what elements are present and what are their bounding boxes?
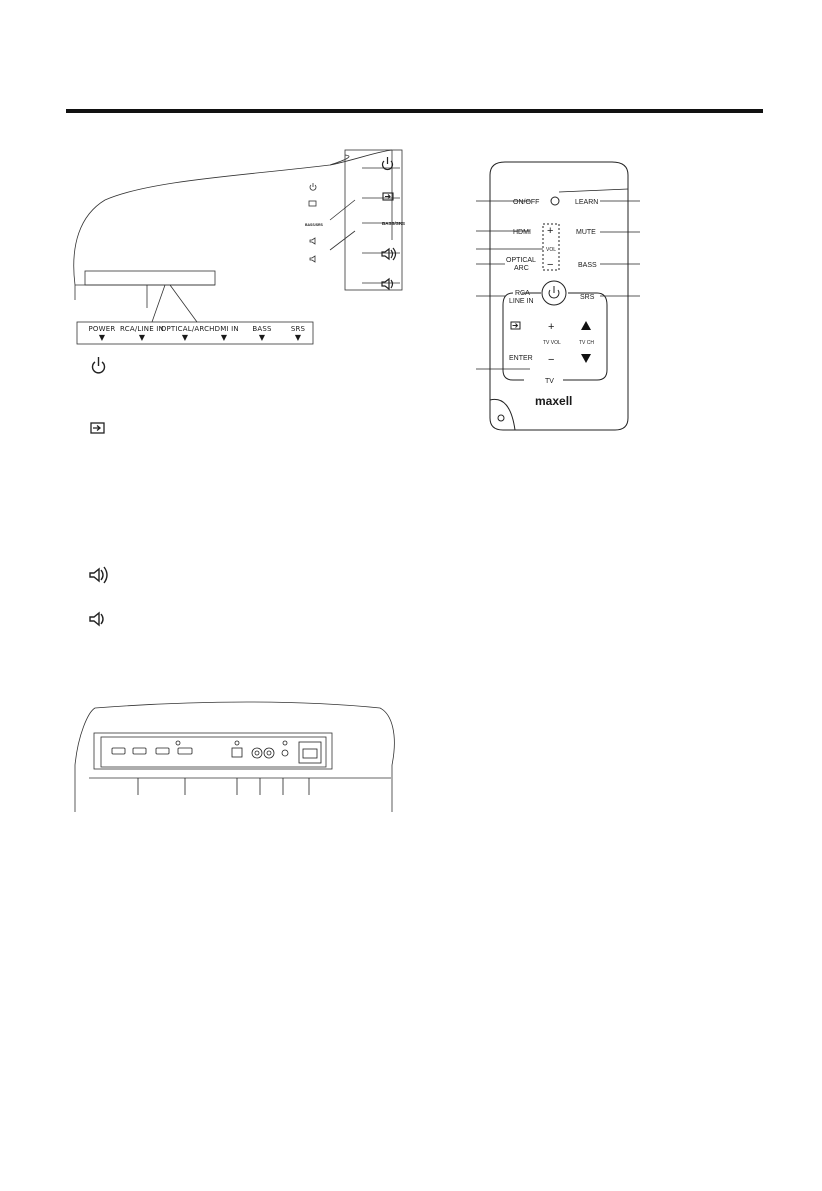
header-rule [66,109,763,113]
rear-leaders [138,778,309,795]
remote-vol-label: VOL [546,247,557,253]
legend-volume-up-icon [90,567,107,583]
remote-tv-vol-minus[interactable]: − [548,354,555,366]
remote-optical-label[interactable]: OPTICAL [506,257,536,264]
indicator-arrow-icon: ▼ [258,333,266,342]
remote-learn-label[interactable]: LEARN [575,199,599,206]
panel-input-icon [309,201,316,206]
remote-arc-label[interactable]: ARC [514,265,529,272]
indicator-arrow-icon: ▼ [138,333,146,342]
remote-ch-down-icon[interactable] [581,354,591,363]
indicator-arrow-icon: ▼ [98,333,106,342]
remote-bass-label[interactable]: BASS [578,262,597,269]
column-volume-down-icon [382,279,393,289]
remote-tv-vol-label: TV VOL [543,340,561,346]
legend-input-icon [91,423,104,433]
remote-enter-label[interactable]: ENTER [509,355,533,362]
front-panel-diagram [74,150,402,344]
remote-vol-plus[interactable]: + [547,225,554,237]
remote-on-off-label[interactable]: ON/OFF [513,199,540,206]
remote-tv-ch-label: TV CH [579,340,594,346]
legend-volume-down-icon [90,613,103,625]
column-volume-up-icon [382,248,396,260]
remote-brand-logo: maxell [535,394,573,408]
indicator-label: BASS [252,325,272,333]
panel-power-icon [310,183,316,190]
indicator-label: HDMI IN [209,325,239,333]
panel-volume-down-icon [310,256,315,262]
panel-bass-srs-small-label: BASS/SRS [305,223,323,227]
legend-power-icon [93,357,105,373]
rear-ports [112,741,321,763]
column-input-icon [383,193,393,200]
indicator-label: OPTICAL/ARC [160,325,210,333]
remote-line-in-label[interactable]: LINE IN [509,298,534,305]
indicator-label: SRS [290,325,306,333]
remote-tv-vol-plus[interactable]: + [548,321,555,333]
remote-srs-label[interactable]: SRS [580,294,595,301]
indicator-label: RCA/LINE IN [120,325,164,333]
remote-input-icon[interactable] [511,322,520,329]
indicator-arrow-icon: ▼ [181,333,189,342]
remote-vol-minus[interactable]: − [547,259,554,271]
indicator-arrow-icon: ▼ [220,333,228,342]
remote-mute-label[interactable]: MUTE [576,229,596,236]
indicator-label: POWER [88,325,116,333]
remote-hdmi-label[interactable]: HDMI [513,229,531,236]
remote-ch-up-icon[interactable] [581,321,591,330]
column-bass-srs-label: BASS/SRS [382,221,406,226]
remote-tv-label: TV [545,378,554,385]
indicator-srs [268,325,328,342]
remote-rca-label[interactable]: RCA [515,290,530,297]
indicator-arrow-icon: ▼ [294,333,302,342]
panel-volume-up-icon [310,238,315,244]
